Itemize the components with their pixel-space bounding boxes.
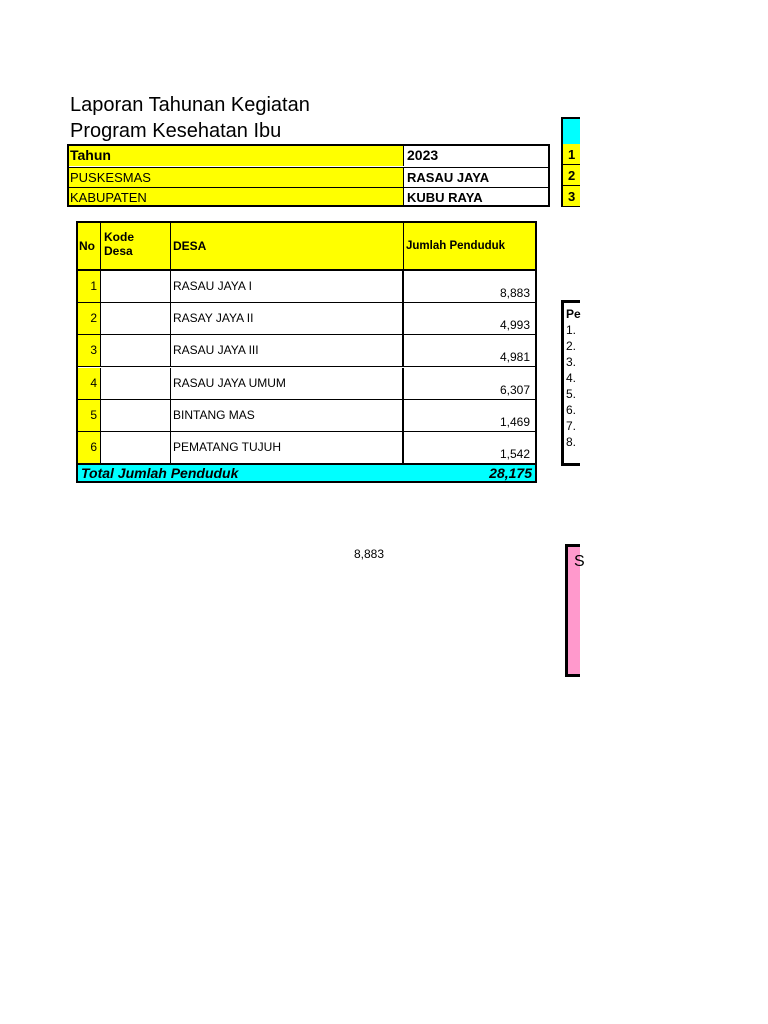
row-jumlah-penduduk[interactable]: 4,993 xyxy=(404,303,535,335)
total-label: Total Jumlah Penduduk xyxy=(81,465,239,481)
row-no: 4 xyxy=(78,368,101,400)
kabupaten-value[interactable]: KUBU RAYA xyxy=(403,187,548,205)
right-numbered-panel xyxy=(561,117,580,208)
row-desa[interactable]: BINTANG MAS xyxy=(171,400,404,432)
legend-item-3: 3. xyxy=(566,355,577,369)
info-box xyxy=(67,144,550,207)
kabupaten-label: KABUPATEN xyxy=(69,187,403,205)
pink-note-text: S xyxy=(574,553,585,570)
row-no: 5 xyxy=(78,400,101,432)
row-no: 2 xyxy=(78,303,101,335)
right-panel-header xyxy=(561,117,580,144)
row-desa[interactable]: RASAU JAYA UMUM xyxy=(171,368,404,400)
right-number-3: 3 xyxy=(561,186,580,207)
tahun-label: Tahun xyxy=(69,146,403,166)
header-no: No xyxy=(78,223,101,270)
population-table xyxy=(76,221,537,483)
row-kode-desa[interactable] xyxy=(101,303,171,335)
total-row xyxy=(78,463,535,481)
row-jumlah-penduduk[interactable]: 6,307 xyxy=(404,368,535,400)
report-title-line1: Laporan Tahunan Kegiatan xyxy=(70,94,310,116)
row-kode-desa[interactable] xyxy=(101,335,171,367)
header-kode-desa: Kode Desa xyxy=(101,223,171,270)
row-desa[interactable]: PEMATANG TUJUH xyxy=(171,432,404,464)
row-jumlah-penduduk[interactable]: 1,542 xyxy=(404,432,535,464)
row-jumlah-penduduk[interactable]: 8,883 xyxy=(404,271,535,303)
report-title-line2: Program Kesehatan Ibu xyxy=(70,120,282,142)
row-kode-desa[interactable] xyxy=(101,368,171,400)
row-kode-desa[interactable] xyxy=(101,271,171,303)
row-kode-desa[interactable] xyxy=(101,400,171,432)
legend-item-6: 6. xyxy=(566,403,577,417)
header-desa: DESA xyxy=(171,223,404,270)
legend-item-5: 5. xyxy=(566,387,577,401)
row-no: 1 xyxy=(78,271,101,303)
row-desa[interactable]: RASAY JAYA II xyxy=(171,303,404,335)
row-no: 6 xyxy=(78,432,101,464)
legend-item-7: 7. xyxy=(566,419,577,433)
row-jumlah-penduduk[interactable]: 1,469 xyxy=(404,400,535,432)
row-desa[interactable]: RASAU JAYA I xyxy=(171,271,404,303)
legend-title: Pe xyxy=(566,307,581,321)
right-number-2: 2 xyxy=(561,165,580,186)
puskesmas-label: PUSKESMAS xyxy=(69,167,403,187)
pink-note-box xyxy=(565,544,585,677)
legend-box xyxy=(561,300,580,466)
total-value: 28,175 xyxy=(489,465,532,481)
row-desa[interactable]: RASAU JAYA III xyxy=(171,335,404,367)
legend-item-1: 1. xyxy=(566,323,577,337)
tahun-value[interactable]: 2023 xyxy=(403,146,548,166)
row-no: 3 xyxy=(78,335,101,367)
header-jumlah-penduduk: Jumlah Penduduk xyxy=(404,223,535,270)
legend-item-8: 8. xyxy=(566,435,577,449)
row-kode-desa[interactable] xyxy=(101,432,171,464)
right-number-1: 1 xyxy=(561,144,580,165)
legend-item-2: 2. xyxy=(566,339,577,353)
row-jumlah-penduduk[interactable]: 4,981 xyxy=(404,335,535,367)
legend-item-4: 4. xyxy=(566,371,577,385)
puskesmas-value[interactable]: RASAU JAYA xyxy=(403,167,548,187)
loose-value: 8,883 xyxy=(354,547,385,561)
